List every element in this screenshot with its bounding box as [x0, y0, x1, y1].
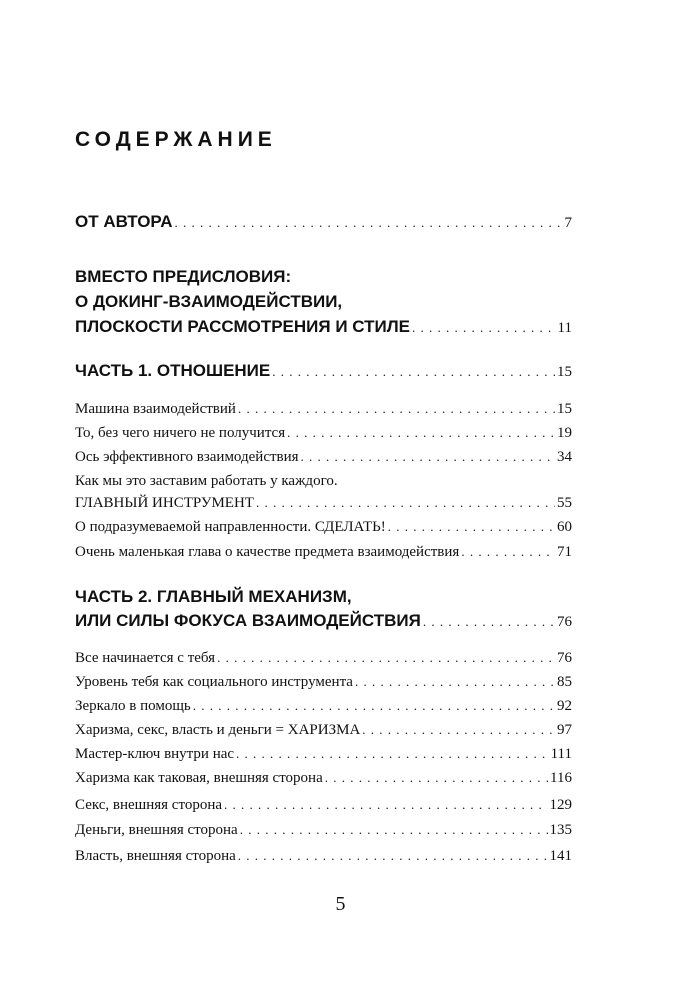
toc-entry-title: ПЛОСКОСТИ РАССМОТРЕНИЯ И СТИЛЕ	[75, 317, 411, 336]
toc-page-number: 7	[564, 215, 572, 231]
toc-page-number: 85	[557, 674, 572, 690]
toc-entry-title: То, без чего ничего не получится	[75, 425, 286, 441]
toc-entry-preface-line3[interactable]	[75, 316, 572, 339]
toc-entry[interactable]	[75, 795, 572, 815]
toc-page-number: 141	[549, 848, 572, 864]
toc-entry[interactable]	[75, 493, 572, 513]
toc-entry-title: Все начинается с тебя	[75, 650, 216, 666]
dot-leader	[325, 768, 548, 788]
toc-page-number: 76	[557, 650, 572, 666]
toc-page-number: 92	[557, 698, 572, 714]
toc-page-number: 116	[550, 770, 572, 786]
dot-leader	[362, 720, 555, 740]
toc-entry[interactable]	[75, 542, 572, 562]
toc-entry-preface-line1[interactable]	[75, 266, 291, 288]
toc-entry-title: Секс, внешняя сторона	[75, 797, 223, 813]
toc-entry-part-2-line2[interactable]	[75, 610, 572, 633]
dot-leader	[355, 672, 555, 692]
toc-page-number: 76	[557, 614, 572, 630]
toc-entry-title: Ось эффективного взаимодействия	[75, 449, 299, 465]
toc-entry[interactable]	[75, 423, 572, 443]
toc-entry-title: ИЛИ СИЛЫ ФОКУСА ВЗАИМОДЕЙСТВИЯ	[75, 611, 421, 630]
toc-page-number: 15	[557, 401, 572, 417]
toc-entry-title: ЧАСТЬ 2. ГЛАВНЫЙ МЕХАНИЗМ,	[75, 587, 352, 606]
toc-page-number: 15	[557, 364, 572, 380]
dot-leader	[423, 610, 555, 633]
toc-page-number: 60	[557, 519, 572, 535]
toc-page-number: 97	[557, 722, 572, 738]
toc-entry[interactable]	[75, 744, 572, 764]
toc-entry-title: Зеркало в помощь	[75, 698, 191, 714]
toc-entry-title: Мастер-ключ внутри нас	[75, 746, 235, 762]
toc-page-number: 135	[549, 822, 572, 838]
toc-entry[interactable]	[75, 648, 572, 668]
toc-entry-title: Деньги, внешняя сторона	[75, 822, 238, 838]
toc-entry-title: ГЛАВНЫЙ ИНСТРУМЕНТ	[75, 495, 254, 511]
toc-page-number: 71	[557, 544, 572, 560]
dot-leader	[193, 696, 555, 716]
toc-entry[interactable]	[75, 517, 572, 537]
toc-entry-part-1[interactable]	[75, 360, 572, 383]
toc-page-number: 19	[557, 425, 572, 441]
toc-entry-title: Уровень тебя как социального инструмента	[75, 674, 353, 690]
toc-page-number: 34	[557, 449, 572, 465]
toc-entry[interactable]	[75, 672, 572, 692]
toc-entry[interactable]	[75, 696, 572, 716]
toc-entry-title: Машина взаимодействий	[75, 401, 236, 417]
dot-leader	[224, 795, 547, 815]
toc-page-number: 55	[557, 495, 572, 511]
toc-entry-title: Харизма, секс, власть и деньги = ХАРИЗМА	[75, 722, 361, 738]
toc-entry-title: О подразумеваемой направленности. СДЕЛАТЬ!	[75, 519, 386, 535]
toc-entry-title: ВМЕСТО ПРЕДИСЛОВИЯ:	[75, 267, 292, 286]
toc-page-number: 111	[550, 746, 572, 762]
dot-leader	[301, 447, 555, 467]
dot-leader	[272, 360, 555, 383]
dot-leader	[412, 316, 556, 339]
toc-entry[interactable]	[75, 846, 572, 866]
dot-leader	[461, 542, 555, 562]
toc-entry-title: О ДОКИНГ-ВЗАИМОДЕЙСТВИИ,	[75, 292, 343, 311]
dot-leader	[287, 423, 555, 443]
dot-leader	[238, 846, 548, 866]
toc-entry[interactable]	[75, 720, 572, 740]
toc-entry[interactable]	[75, 471, 338, 491]
dot-leader	[217, 648, 555, 668]
dot-leader	[388, 517, 555, 537]
dot-leader	[256, 493, 555, 513]
toc-page-number: 129	[549, 797, 572, 813]
page-number: 5	[335, 893, 346, 915]
toc-entry-part-2-line1[interactable]	[75, 586, 352, 608]
page-title: СОДЕРЖАНИЕ	[75, 128, 277, 151]
toc-entry[interactable]	[75, 768, 572, 788]
toc-entry-title: Власть, внешняя сторона	[75, 848, 236, 864]
toc-page-number: 11	[557, 320, 572, 336]
toc-entry-from-author[interactable]	[75, 211, 572, 234]
toc-entry-title: Харизма как таковая, внешняя сторона	[75, 770, 323, 786]
toc-entry-preface-line2[interactable]	[75, 291, 342, 313]
dot-leader	[238, 399, 555, 419]
toc-entry-title: ЧАСТЬ 1. ОТНОШЕНИЕ	[75, 361, 271, 380]
dot-leader	[240, 820, 548, 840]
toc-entry[interactable]	[75, 447, 572, 467]
dot-leader	[175, 211, 563, 234]
toc-entry-title: Очень маленькая глава о качестве предмета взаимодействия	[75, 544, 460, 560]
toc-entry-title: Как мы это заставим работать у каждого.	[75, 473, 338, 489]
toc-entry[interactable]	[75, 399, 572, 419]
dot-leader	[236, 744, 549, 764]
toc-entry-title: ОТ АВТОРА	[75, 212, 173, 231]
toc-entry[interactable]	[75, 820, 572, 840]
